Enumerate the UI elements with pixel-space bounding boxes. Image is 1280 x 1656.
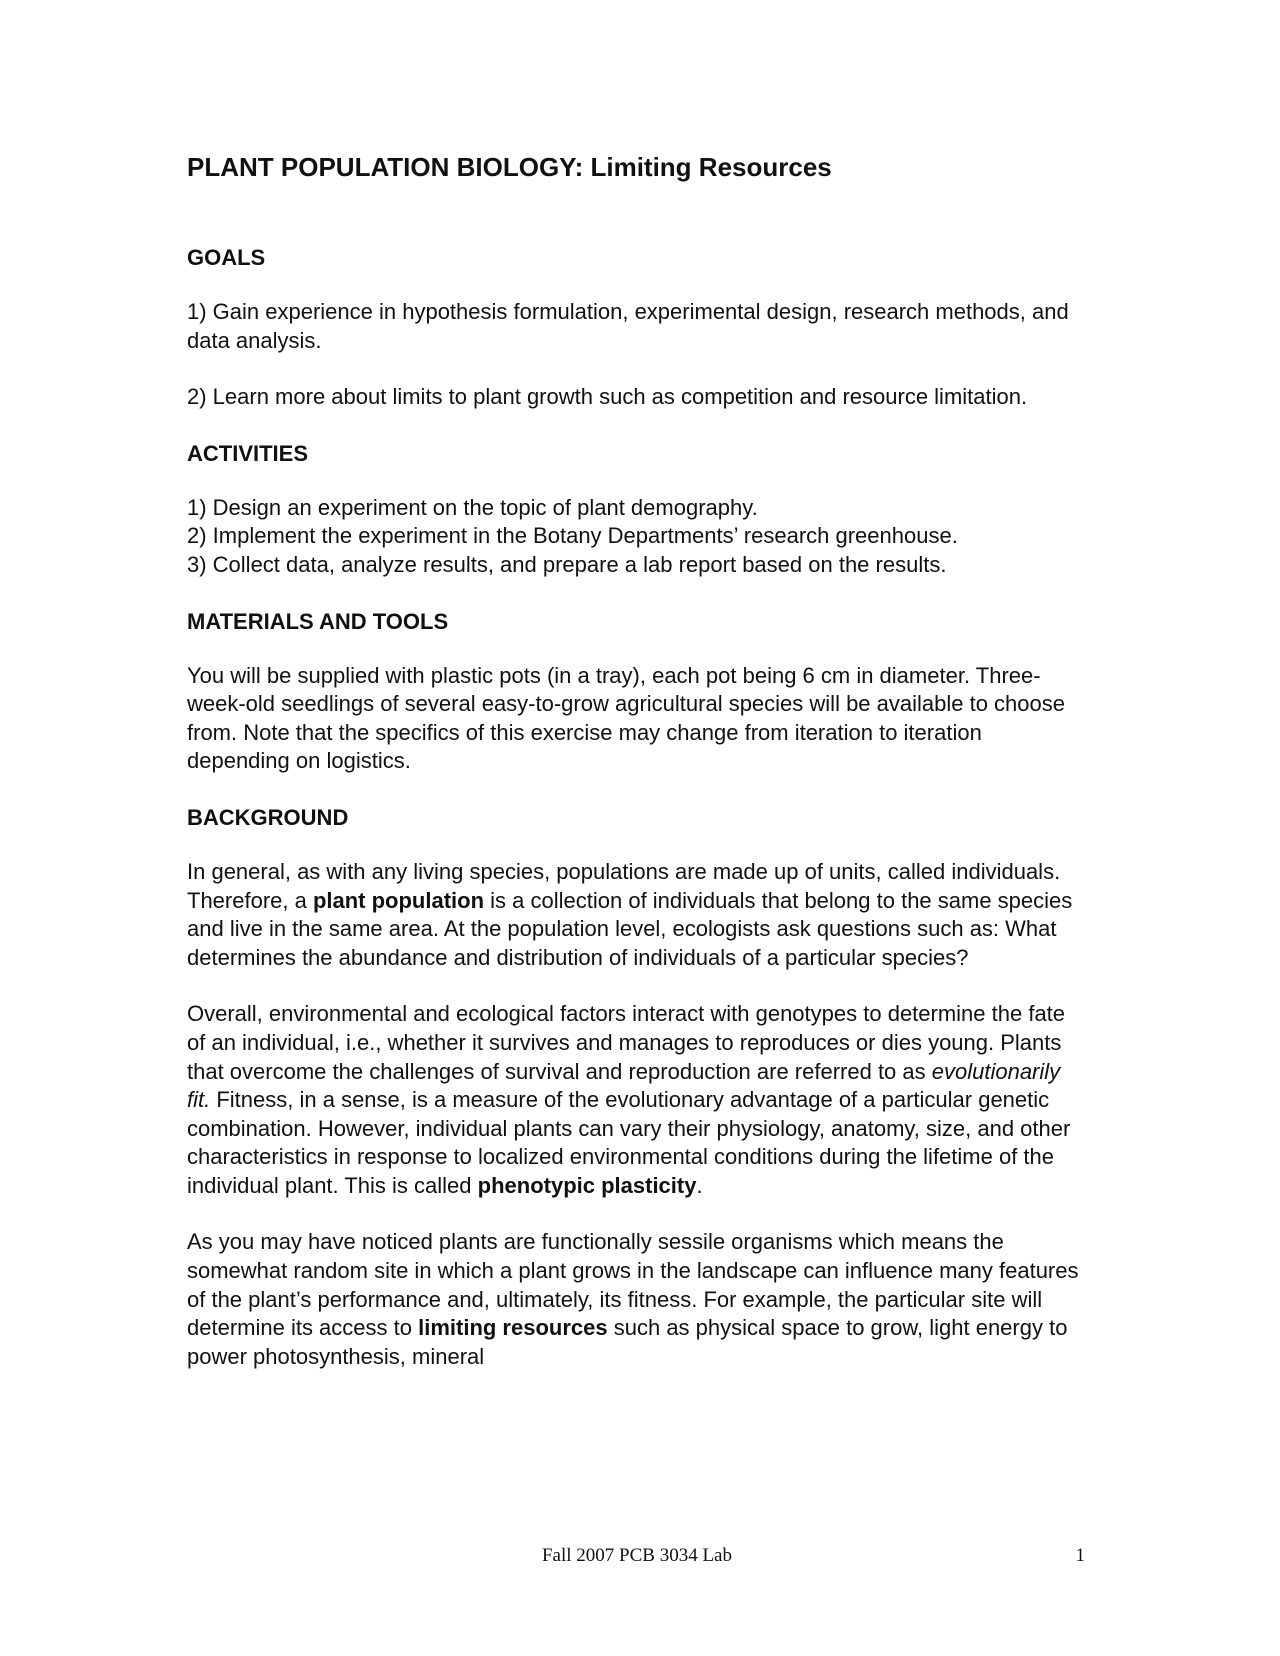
text-run: Overall, environmental and ecological factors interact with genotypes to determine the fate of an individual, i.e., whether it survives and manages to reproduces or dies young. Plants that overcome the challenges of survival and reproduction are referred to as <box>187 1001 1066 1084</box>
text-run: is a collection of individuals that belong to the same species and live in the same area. At the population level, ecologists ask questions such as: What determines the abundance and distribution of individuals of a particular species? <box>187 887 1073 970</box>
activity-item: 3) Collect data, analyze results, and prepare a lab report based on the results. <box>187 551 947 577</box>
page-footer <box>187 1545 1087 1569</box>
document-body <box>187 150 1087 1399</box>
text-run: As you may have noticed plants are functionally sessile organisms which means the somewhat random site in which a plant grows in the landscape can influence many features of the plant’s performance and, ultimately, its fitness. For example, the particular site will determine its access to <box>187 1229 1079 1341</box>
background-heading: BACKGROUND <box>187 804 349 830</box>
term-plant-population: plant population <box>312 887 485 913</box>
background-paragraph-3 <box>187 1228 1087 1371</box>
text-run: such as physical space to grow, light energy to power photosynthesis, mineral <box>187 1315 1068 1369</box>
page-number: 1 <box>1075 1545 1085 1566</box>
goal-item: 2) Learn more about limits to plant growth such as competition and resource limitation. <box>187 384 1028 410</box>
activity-item: 2) Implement the experiment in the Botany Departments’ research greenhouse. <box>187 523 958 549</box>
document-title: PLANT POPULATION BIOLOGY: Limiting Resources <box>187 152 832 182</box>
background-paragraph-2 <box>187 1000 1087 1200</box>
goal-item: 1) Gain experience in hypothesis formulation, experimental design, research methods, and data analysis. <box>187 299 1069 353</box>
term-evolutionarily-fit: evolutionarily fit. <box>187 1058 1061 1113</box>
text-run: In general, as with any living species, populations are made up of units, called individuals. Therefore, a <box>187 858 1061 913</box>
materials-section <box>187 608 1087 776</box>
term-limiting-resources: limiting resources <box>418 1315 608 1341</box>
materials-heading: MATERIALS AND TOOLS <box>187 608 449 634</box>
materials-paragraph: You will be supplied with plastic pots (in a tray), each pot being 6 cm in diameter. Three-week-old seedlings of several easy-to-grow agricultural species will be available to choose from. Note that the specifics of this exercise may change from iteration to iteration depending on logistics. <box>187 662 1066 774</box>
goals-heading: GOALS <box>187 245 266 270</box>
goals-section <box>187 244 1087 412</box>
activities-heading: ACTIVITIES <box>187 440 309 466</box>
footer-course-label: Fall 2007 PCB 3034 Lab <box>541 1545 732 1566</box>
text-run: . <box>696 1172 703 1198</box>
text-run: Fitness, in a sense, is a measure of the evolutionary advantage of a particular genetic combination. However, individual plants can vary their physiology, anatomy, size, and other characteristics in response to localized environmental conditions during the lifetime of the individual plant. This is called <box>187 1087 1071 1198</box>
activities-list <box>187 494 1087 580</box>
activity-item: 1) Design an experiment on the topic of plant demography. <box>187 494 758 520</box>
background-paragraph-1 <box>187 858 1087 972</box>
term-phenotypic-plasticity: phenotypic plasticity <box>477 1172 697 1198</box>
background-section <box>187 804 1087 1372</box>
activities-section <box>187 440 1087 580</box>
